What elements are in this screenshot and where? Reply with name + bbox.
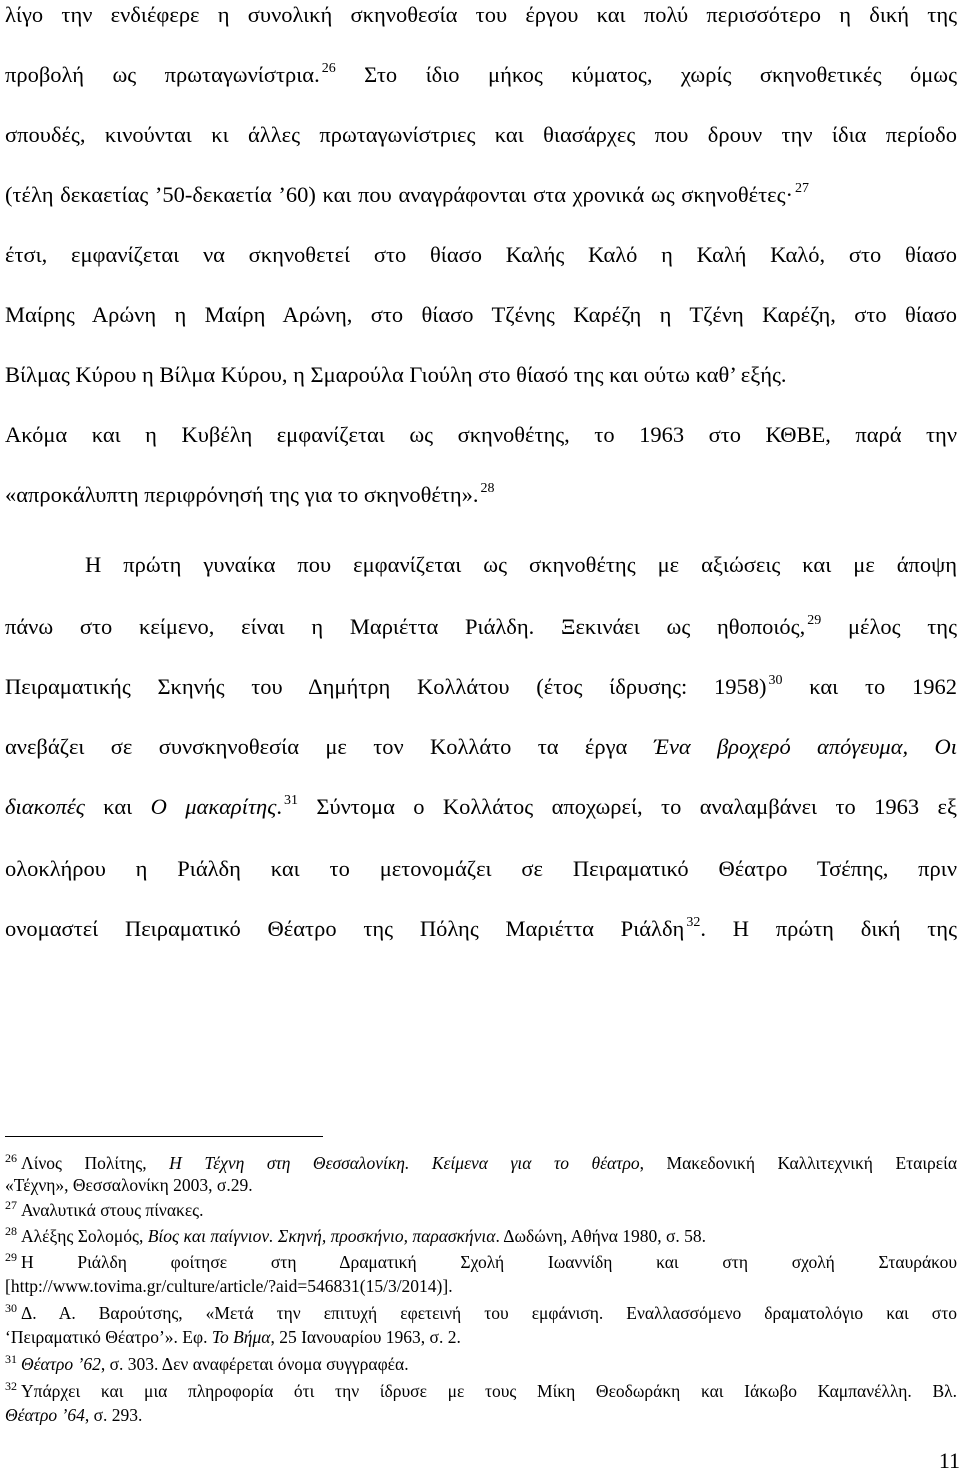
footnote-32: $^{32}$ Υπάρχει και μια πληροφορία ότι την ίδρυσε με τους Μίκη Θεοδωράκη και Ιάκωβο Καμπανέλλη. Βλ. xyxy=(5,1379,957,1401)
text-line: Ακόμα και η Κυβέλη εμφανίζεται ως σκηνοθέτης, το 1963 στο ΚΘΒΕ, παρά την xyxy=(5,422,957,447)
text-line: πάνω στο κείμενο, είναι η Μαριέττα Ριάλδη. Ξεκινάει ως ηθοποιός, $^{29}$ μέλος της xyxy=(5,613,957,639)
footnote-29: $^{29}$ Η Ριάλδη φοίτησε στη Δραματική Σχολή Ιωαννίδη και στη σχολή Σταυράκου xyxy=(5,1250,957,1272)
text-line: ανεβάζει σε συνσκηνοθεσία με τον Κολλάτο τα έργα Ένα βροχερό απόγευμα, Οι xyxy=(5,734,957,759)
text-line: σπουδές, κινούνται κι άλλες πρωταγωνίστριες και θιασάρχες που δρουν την ίδια περίοδο xyxy=(5,122,957,147)
footnote-32-cont: Θέατρο ’64, σ. 293. xyxy=(5,1405,143,1425)
text-line: διακοπές και Ο μακαρίτης. $^{31}$ Σύντομα ο Κολλάτος αποχωρεί, το αναλαμβάνει το 1963 εξ xyxy=(5,793,958,819)
text-line: ονομαστεί Πειραματικό Θέατρο της Πόλης Μαριέττα Ριάλδη $^{32}$. Η πρώτη δική της xyxy=(5,915,957,941)
footnote-ref[interactable]: 26 xyxy=(321,61,336,76)
footnote-ref[interactable]: 30 xyxy=(768,673,783,688)
text-line: Πειραματικής Σκηνής του Δημήτρη Κολλάτου (έτος ίδρυσης: 1958) $^{30}$ και το 1962 xyxy=(5,673,957,699)
text-line: ολοκλήρου η Ριάλδη και το μετονομάζει σε Πειραματικό Θέατρο Τσέπης, πριν xyxy=(5,856,957,881)
footnote-ref[interactable]: 31 xyxy=(283,793,298,808)
footnote-26-cont: «Τέχνη», Θεσσαλονίκη 2003, σ.29. xyxy=(5,1175,253,1195)
text-line: Μαίρης Αρώνη η Μαίρη Αρώνη, στο θίασο Τζένης Καρέζη η Τζένη Καρέζη, στο θίασο xyxy=(5,302,957,327)
text-line: (τέλη δεκαετίας ’50-δεκαετία ’60) και που αναγράφονται στα χρονικά ως σκηνοθέτες· $^{27}$ xyxy=(5,181,810,207)
footnote-27: $^{27}$ Αναλυτικά στους πίνακες. xyxy=(5,1198,204,1220)
footnote-29-cont[interactable] xyxy=(5,1275,957,1297)
footnote-ref[interactable]: 28 xyxy=(480,481,495,496)
footnote-separator xyxy=(5,1136,323,1137)
footnote-26: $^{26}$ Λίνος Πολίτης, Η Τέχνη στη Θεσσαλονίκη. Κείμενα για το θέατρο, Μακεδονική Καλλιτεχνική Εταιρεία xyxy=(5,1151,958,1173)
text-line: έτσι, εμφανίζεται να σκηνοθετεί στο θίασο Καλής Καλό η Καλή Καλό, στο θίασο xyxy=(5,242,957,267)
footnote-30: $^{30}$ Δ. Α. Βαρούτσης, «Μετά την επιτυχή εφετεινή του εμφάνιση. Εναλλασσόμενο δραματολόγιο και στο xyxy=(5,1301,957,1323)
text-line: Βίλμας Κύρου η Βίλμα Κύρου, η Σμαρούλα Γιούλη στο θίασό της και ούτω καθ’ εξής. xyxy=(5,362,787,387)
footnote-ref[interactable]: 27 xyxy=(795,181,810,196)
footnote-ref[interactable]: 29 xyxy=(807,613,822,628)
text-line: Η πρώτη γυναίκα που εμφανίζεται ως σκηνοθέτης με αξιώσεις και με άποψη xyxy=(85,552,957,577)
footnote-ref[interactable]: 32 xyxy=(686,915,701,930)
footnote-30-cont: ‘Πειραματικό Θέατρο’». Εφ. Το Βήμα, 25 Ιανουαρίου 1963, σ. 2. xyxy=(5,1327,461,1347)
footnote-28: $^{28}$ Αλέξης Σολομός, Βίος και παίγνιον. Σκηνή, προσκήνιο, παρασκήνια. Δωδώνη, Αθήνα 1980, σ. 58. xyxy=(5,1224,707,1246)
text-line: «απροκάλυπτη περιφρόνησή της για το σκηνοθέτη». $^{28}$ xyxy=(5,481,495,507)
footnote-31: $^{31}$ Θέατρο ’62, σ. 303. Δεν αναφέρεται όνομα συγγραφέα. xyxy=(5,1352,409,1374)
text-line: λίγο την ενδιέφερε η συνολική σκηνοθεσία του έργου και πολύ περισσότερο η δική της xyxy=(5,2,957,27)
page-number: 11 xyxy=(938,1448,960,1473)
footnote-link[interactable]: [http://www.tovima.gr/culture/article/?aid=546831(15/3/2014)]. xyxy=(5,1276,453,1296)
text-line: προβολή ως πρωταγωνίστρια. $^{26}$ Στο ίδιο μήκος κύματος, χωρίς σκηνοθετικές όμως xyxy=(5,61,957,87)
